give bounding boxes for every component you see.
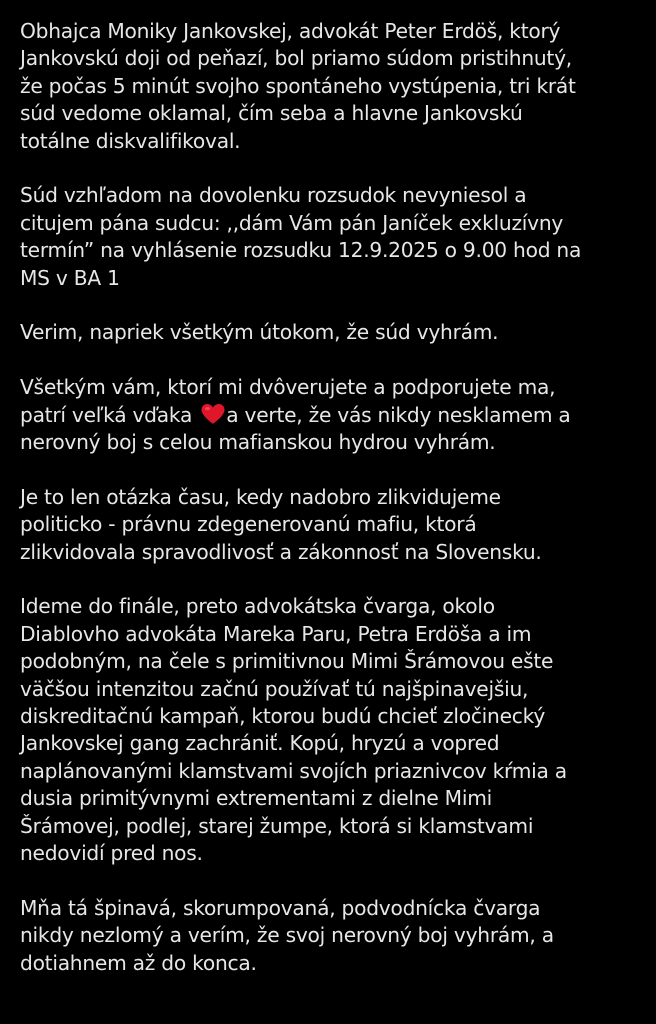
- paragraph-3: [20, 319, 640, 346]
- text-line: Jankovskej gang zachrániť. Kopú, hryzú a vopred: [20, 731, 500, 756]
- text-line: Šrámovej, podlej, starej žumpe, ktorá si klamstvami: [20, 813, 534, 838]
- text-line: politicko - právnu zdegenerovanú mafiu, ktorá: [20, 512, 477, 537]
- text-segment: a verte, že vás nikdy nesklamem a: [226, 402, 571, 427]
- text-line: nikdy nezlomý a verím, že svoj nerovný boj vyhrám, a: [20, 923, 554, 948]
- text-line: dotiahnem až do konca.: [20, 950, 257, 975]
- paragraph-2: [20, 182, 640, 292]
- text-line: nerovný boj s celou mafianskou hydrou vyhrám.: [20, 430, 496, 455]
- text-line: súd vedome oklamal, čím seba a hlavne Jankovskú: [20, 101, 523, 126]
- text-line: MS v BA 1: [20, 265, 120, 290]
- text-segment: patrí veľká vďaka: [20, 402, 199, 427]
- text-line: zlikvidovala spravodlivosť a zákonnosť na Slovensku.: [20, 539, 542, 564]
- text-line: [20, 402, 640, 429]
- text-line: Súd vzhľadom na dovolenku rozsudok nevyniesol a: [20, 183, 527, 208]
- text-line: podobným, na čele s primitivnou Mimi Šrámovou ešte: [20, 649, 554, 674]
- red-heart-icon: [200, 403, 226, 425]
- text-line: termín” na vyhlásenie rozsudku 12.9.2025 o 9.00 hod na: [20, 238, 582, 263]
- text-line: Diablovho advokáta Mareka Paru, Petra Erdöša a im: [20, 621, 532, 646]
- text-line: Obhajca Moniky Jankovskej, advokát Peter Erdöš, ktorý: [20, 19, 561, 43]
- text-line: nedovidí pred nos.: [20, 841, 203, 866]
- text-line: Mňa tá špinavá, skorumpovaná, podvodnícka čvarga: [20, 895, 541, 920]
- paragraph-7: [20, 895, 640, 977]
- text-line: Je to len otázka času, kedy nadobro zlikvidujeme: [20, 484, 501, 509]
- text-line: Verim, napriek všetkým útokom, že súd vyhrám.: [20, 320, 499, 345]
- text-line: citujem pána sudcu: ,,dám Vám pán Janíček exkluzívny: [20, 210, 564, 235]
- post-text: [20, 18, 640, 1005]
- text-line: totálne diskvalifikoval.: [20, 128, 241, 153]
- text-line: Všetkým vám, ktorí mi dvôverujete a podporujete ma,: [20, 375, 556, 400]
- text-line: že počas 5 minút svojho spontáneho vystúpenia, tri krát: [20, 73, 576, 98]
- text-line: väčšou intenzitou začnú používať tú najšpinavejšiu,: [20, 676, 529, 701]
- text-line: dusia primitývnymi extrementami z dielne Mimi: [20, 786, 492, 811]
- paragraph-6: [20, 593, 640, 867]
- paragraph-1: [20, 18, 640, 155]
- paragraph-5: [20, 484, 640, 566]
- text-line: diskreditačnú kampaň, ktorou budú chcieť zločinecký: [20, 704, 546, 729]
- paragraph-4: [20, 374, 640, 456]
- text-line: Jankovskú doji od peňazí, bol priamo súdom pristihnutý,: [20, 46, 572, 71]
- text-line: naplánovanými klamstvami svojích priaznivcov kŕmia a: [20, 758, 567, 783]
- text-line: Ideme do finále, preto advokátska čvarga, okolo: [20, 594, 495, 619]
